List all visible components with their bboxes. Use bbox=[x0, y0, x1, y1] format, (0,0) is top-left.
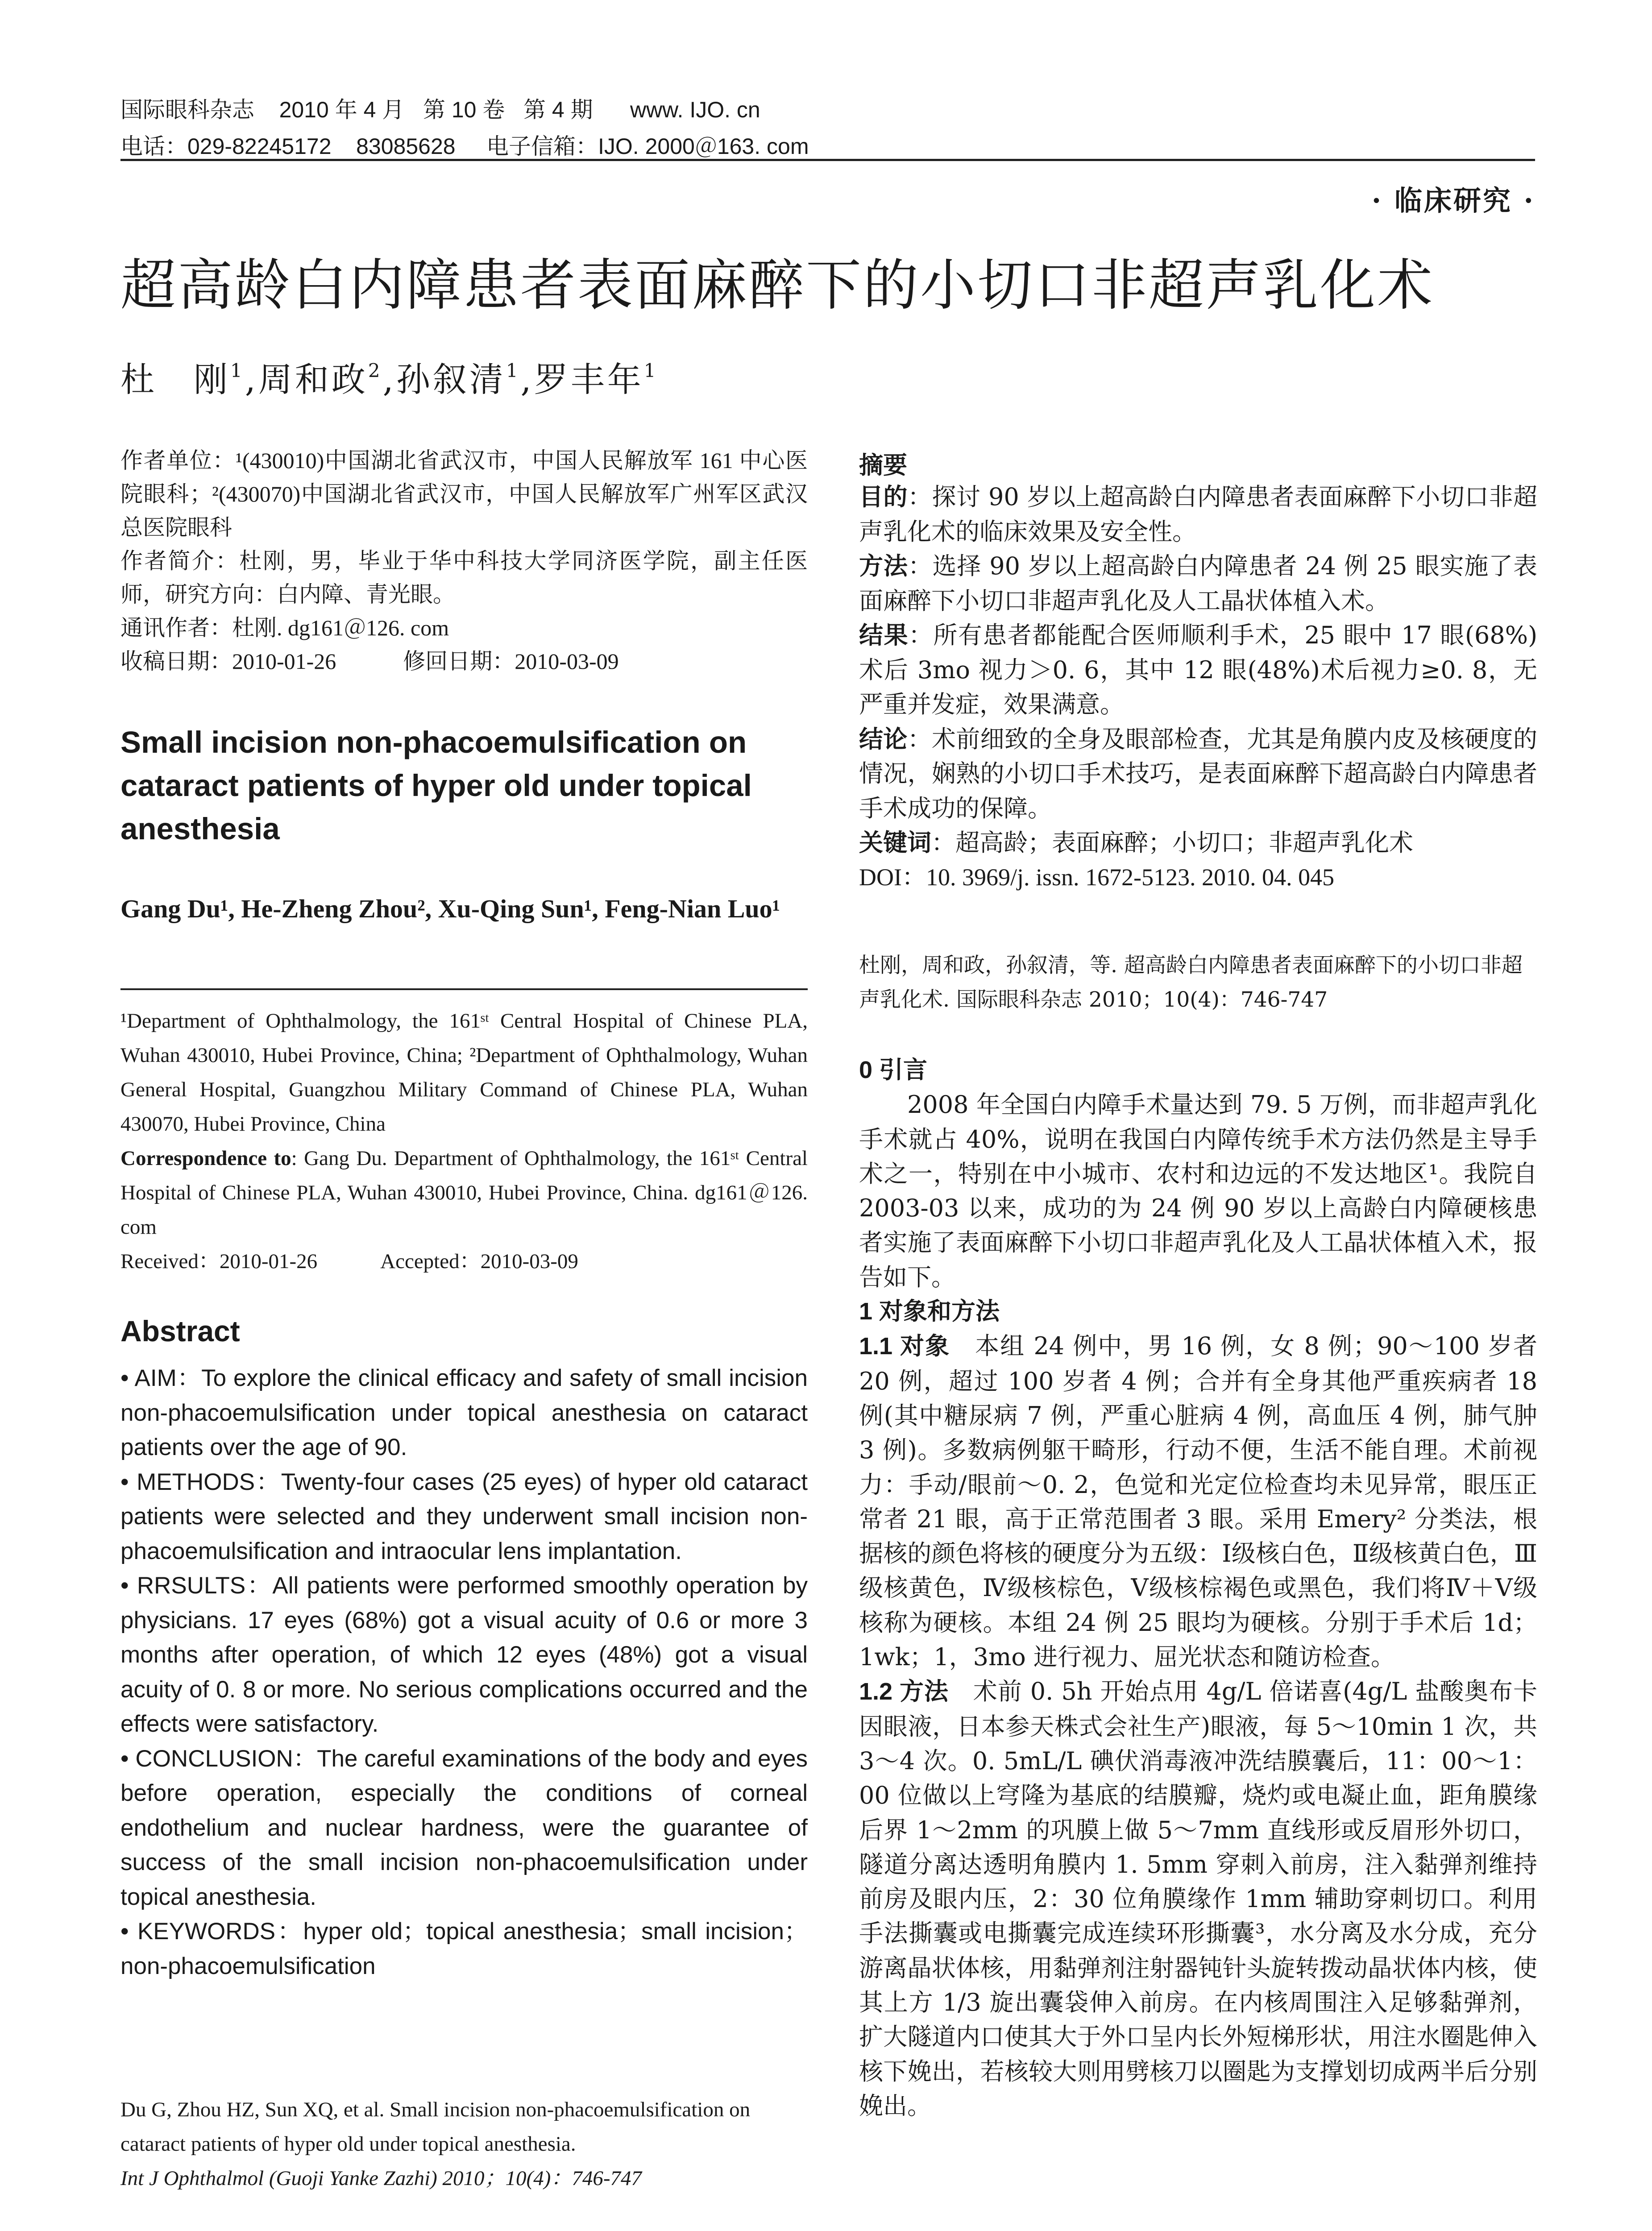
abstract-cn-text: ：所有患者都能配合医师顺利手术，25 眼中 17 眼(68%)术后 3mo 视力＞0. 6，其中 12 眼(48%)术后视力≥0. 8，无严重并发症，效果满意。 bbox=[859, 621, 1538, 718]
abstract-cn-text: ：探讨 90 岁以上超高龄白内障患者表面麻醉下小切口非超声乳化术的临床效果及安全性。 bbox=[859, 483, 1538, 546]
section-tag: · 临床研究 · bbox=[1371, 184, 1535, 217]
abstract-methods: • METHODS：Twenty-four cases (25 eyes) of hyper old cataract patients were selected and they underwent small incision non-phacoemulsification and intraocular lens implantation. bbox=[120, 1468, 808, 1564]
abstract-cn-text: ：超高龄；表面麻醉；小切口；非超声乳化术 bbox=[931, 829, 1413, 857]
abstract-results: • RRSULTS：All patients were performed smoothly operation by physicians. 17 eyes (68%) got a visual acuity of 0.6 or more 3 months after operation, of which 12 eyes (48%) got a visual acuity of 0. 8 or more. No serious complications occurred and the effects were satisfactory. bbox=[120, 1572, 808, 1737]
abstract-cn-label: 关键词 bbox=[859, 828, 931, 857]
citation-en-journal: Int J Ophthalmol (Guoji Yanke Zazhi) 2010；10(4)：746-747 bbox=[120, 2167, 642, 2190]
citation-cn-text: 杜刚，周和政，孙叙清，等. 超高龄白内障患者表面麻醉下的小切口非超声乳化术. 国际眼科杂志 2010；10(4)：746-747 bbox=[859, 953, 1523, 1012]
affiliation-units: 作者单位：¹(430010)中国湖北省武汉市，中国人民解放军 161 中心医院眼科；²(430070)中国湖北省武汉市，中国人民解放军广州军区武汉总医院眼科 bbox=[120, 448, 808, 540]
author-name: 杜 刚 bbox=[120, 360, 230, 399]
method-heading: 1.2 方法 bbox=[859, 1678, 949, 1705]
correspondence-text: : Gang Du. Department of Ophthalmology, the 161ˢᵗ Central Hospital of Chinese PLA, Wuhan 430010, Hubei Province, China. dg161＠126. com bbox=[120, 1147, 808, 1239]
abstract-conclusion: • CONCLUSION：The careful examinations of the body and eyes before operation, especially the conditions of corneal endothelium and nuclear hardness, were the guarantee of success of the small incision non-phacoemulsification under topical anesthesia. bbox=[120, 1745, 808, 1910]
subjects-heading: 1.1 对象 bbox=[859, 1333, 951, 1360]
subjects-text: 本组 24 例中，男 16 例，女 8 例；90～100 岁者 20 例，超过 100 岁者 4 例；合并有全身其他严重疾病者 18 例(其中糖尿病 7 例，严重心脏病 4 例，高血压 4 例，肺气肿 3 例)。多数病例躯干畸形，行动不便，生活不能自理。术前视力：手动/眼前～0. 2，色觉和光定位检查均未见异常，眼压正常者 21 眼，高于正常范围者 3 眼。采用 Emery² 分类法，根据核的颜色将核的硬度分为五级：Ⅰ级核白色，Ⅱ级核黄白色，Ⅲ级核黄色，Ⅳ级核棕色，Ⅴ级核棕褐色或黑色，我们将Ⅳ＋Ⅴ级核称为硬核。本组 24 例 25 眼均为硬核。分别于手术后 1d；1wk；1，3mo 进行视力、屈光状态和随访检查。 bbox=[859, 1332, 1538, 1671]
author-affiliation-mark: 1 bbox=[230, 360, 245, 382]
intro-heading: 0 引言 bbox=[859, 1057, 928, 1083]
abstract-cn-label: 结论 bbox=[859, 724, 908, 753]
author-affiliation-mark: 2 bbox=[368, 360, 383, 382]
correspondence-label: Correspondence to bbox=[120, 1147, 291, 1170]
doi: DOI：10. 3969/j. issn. 1672-5123. 2010. 04. 045 bbox=[859, 863, 1334, 891]
abstract-cn-conclusion bbox=[859, 722, 1537, 826]
header-rule bbox=[120, 159, 1535, 161]
citation-en bbox=[120, 2093, 808, 2196]
affiliation-text: ¹Department of Ophthalmology, the 161ˢᵗ Central Hospital of Chinese PLA, Wuhan 430010, Hubei Province, China; ²Department of Ophthalmology, Wuhan General Hospital, Guangzhou Military Command of Chinese PLA, Wuhan 430070, Hubei Province, China bbox=[120, 1009, 808, 1136]
article-title-en: Small incision non-phacoemulsification on cataract patients of hyper old under topical anesthesia bbox=[120, 725, 752, 846]
abstract-aim: • AIM：To explore the clinical efficacy and safety of small incision non-phacoemulsification under topical anesthesia on cataract patients over the age of 90. bbox=[120, 1365, 808, 1460]
abstract-heading-en: Abstract bbox=[120, 1315, 240, 1348]
citation-en-line: Du G, Zhou HZ, Sun XQ, et al. Small incision non-phacoemulsification on cataract patients of hyper old under topical anesthesia. bbox=[120, 2098, 751, 2156]
abstract-cn-aim bbox=[859, 480, 1537, 549]
methods-heading: 1 对象和方法 bbox=[859, 1298, 1000, 1325]
abstract-cn-label: 方法 bbox=[859, 552, 908, 580]
section-rule bbox=[120, 988, 808, 990]
abstract-cn-results bbox=[859, 618, 1537, 722]
abstract-cn-methods bbox=[859, 549, 1537, 618]
abstract-cn-label: 结果 bbox=[859, 621, 909, 649]
affiliation-en bbox=[120, 1004, 808, 1279]
abstract-en bbox=[120, 1361, 808, 1983]
method-text: 术前 0. 5h 开始点用 4g/L 倍诺喜(4g/L 盐酸奥布卡因眼液，日本参天株式会社生产)眼液，每 5～10min 1 次，共 3～4 次。0. 5mL/L 碘伏消毒液冲洗结膜囊后，11：00～1：00 位做以上穹隆为基底的结膜瓣，烧灼或电凝止血，距角膜缘后界 1～2mm 的巩膜上做 5～7mm 直线形或反眉形外切口，隧道分离达透明角膜内 1. 5mm 穿刺入前房，注入黏弹剂维持前房及眼内压，2：30 位角膜缘作 1mm 辅助穿刺切口。利用手法撕囊或电撕囊完成连续环形撕囊³，水分离及水分成，充分游离晶状体核，用黏弹剂注射器钝针头旋转拨动晶状体内核，使其上方 1/3 旋出囊袋伸入前房。在内核周围注入足够黏弹剂，扩大隧道内口使其大于外口呈内长外短梯形状，用注水圈匙伸入核下娩出，若核较大则用劈核刀以圈匙为支撑划切成两半后分别娩出。 bbox=[859, 1677, 1538, 2120]
running-head bbox=[120, 91, 1535, 165]
received-accepted-dates: Received：2010-01-26 Accepted：2010-03-09 bbox=[120, 1250, 578, 1273]
body-text bbox=[859, 1053, 1537, 2123]
author-name: 孙叙清 bbox=[396, 360, 506, 399]
method-paragraph bbox=[859, 1674, 1537, 2123]
citation-cn bbox=[859, 948, 1537, 1017]
abstract-cn-text: ：选择 90 岁以上超高龄白内障患者 24 例 25 眼实施了表面麻醉下小切口非超声乳化及人工晶状体植入术。 bbox=[859, 552, 1537, 615]
author-affiliation-mark: 1 bbox=[643, 360, 659, 382]
article-title-cn: 超高龄白内障患者表面麻醉下的小切口非超声乳化术 bbox=[120, 253, 1435, 318]
correspondence bbox=[120, 1141, 808, 1244]
intro-paragraph: 2008 年全国白内障手术量达到 79. 5 万例，而非超声乳化手术就占 40%，说明在我国白内障传统手术方法仍然是主导手术之一，特别在中小城市、农村和边远的不发达地区¹。我院自 2003-03 以来，成功的为 24 例 90 岁以上高龄白内障硬核患者实施了表面麻醉下小切口非超声乳化及人工晶状体植入术，报告如下。 bbox=[859, 1091, 1537, 1291]
received-dates: 收稿日期：2010-01-26 修回日期：2010-03-09 bbox=[120, 649, 619, 674]
author-list-en: Gang Du¹, He-Zheng Zhou², Xu-Qing Sun¹, Feng-Nian Luo¹ bbox=[120, 894, 780, 923]
author-list-cn: 杜 刚$^1$,周和政$^2$,孙叙清$^1$,罗丰年$^1$ bbox=[120, 360, 659, 399]
subjects-paragraph bbox=[859, 1329, 1537, 1674]
contact-info-line: 电话：029-82245172 83085628 电子信箱：IJO. 2000＠163. com bbox=[120, 134, 809, 159]
abstract-heading-cn: 摘要 bbox=[859, 451, 907, 479]
abstract-cn-keywords bbox=[859, 825, 1537, 860]
abstract-cn-label: 目的 bbox=[859, 482, 908, 511]
abstract-cn-text: ：术前细致的全身及眼部检查，尤其是角膜内皮及核硬度的情况，娴熟的小切口手术技巧，是表面麻醉下超高龄白内障患者手术成功的保障。 bbox=[859, 725, 1537, 822]
abstract-cn bbox=[859, 480, 1537, 895]
author-affiliation-mark: 1 bbox=[506, 360, 521, 382]
abstract-keywords: • KEYWORDS：hyper old；topical anesthesia；small incision；non-phacoemulsification bbox=[120, 1918, 808, 1979]
author-name: 周和政 bbox=[258, 360, 368, 399]
author-biography: 作者简介：杜刚，男，毕业于华中科技大学同济医学院，副主任医师，研究方向：白内障、青光眼。 bbox=[120, 548, 808, 607]
author-name: 罗丰年 bbox=[534, 360, 644, 399]
corresponding-author: 通讯作者：杜刚. dg161＠126. com bbox=[120, 615, 449, 640]
author-affiliation-cn bbox=[120, 444, 808, 678]
journal-info-line: 国际眼科杂志 2010 年 4 月 第 10 卷 第 4 期 www. IJO. cn bbox=[120, 97, 760, 122]
